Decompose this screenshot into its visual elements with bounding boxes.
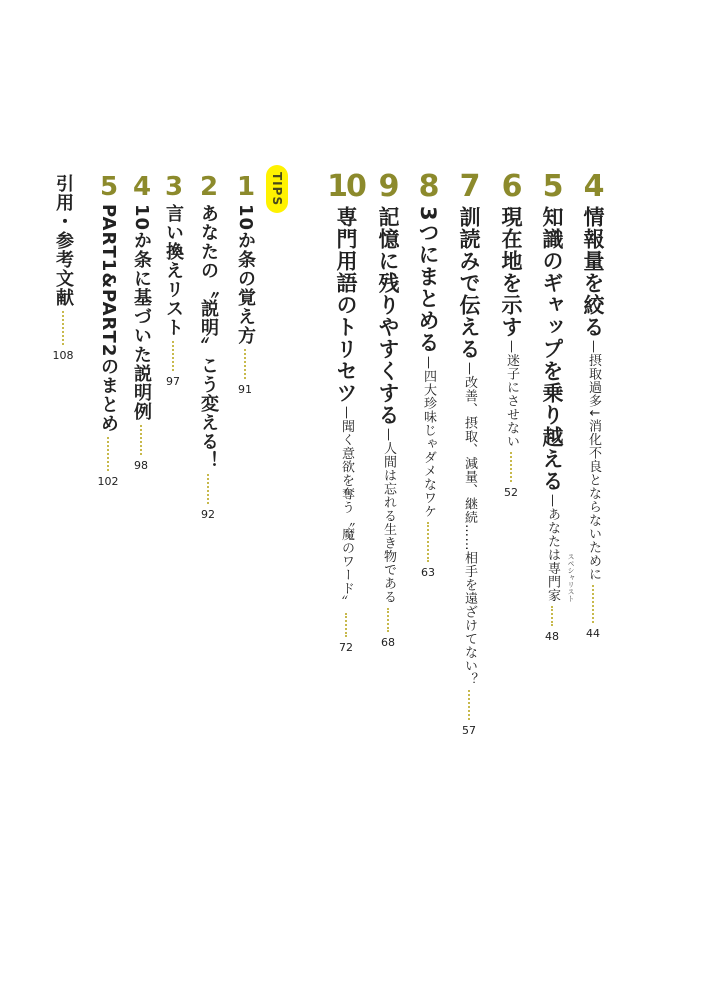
leader-dots — [345, 613, 347, 637]
leader-dots — [387, 608, 389, 632]
leader-dots — [468, 690, 470, 720]
tips-title: PART1&PART2のまとめ — [98, 204, 119, 434]
chapter-title: 情報量を絞る — [581, 206, 605, 338]
leader-dots — [172, 341, 174, 371]
leader-dots — [107, 437, 109, 471]
chapter-subtitle: —摂取過多↓消化不良とならないために — [586, 340, 601, 581]
tips-badge — [266, 165, 288, 213]
tips-number: 3 — [164, 172, 182, 202]
subtitle-wrapper — [542, 492, 575, 602]
chapter-title: 知識のギャップを乗り越える — [540, 206, 564, 492]
chapter-number: 5 — [542, 169, 562, 204]
chapter-subtitle: —あなたは専門家 — [545, 494, 560, 602]
page-number: 44 — [586, 626, 600, 640]
chapter-number: 8 — [418, 169, 438, 204]
tips-item-1[interactable] — [230, 172, 260, 396]
chapter-number: 4 — [583, 169, 603, 204]
tips-item-5[interactable] — [93, 172, 123, 488]
chapter-subtitle: —改善、摂取、減量、継続……相手を遠ざけてない？ — [462, 362, 477, 686]
page-number: 102 — [97, 475, 119, 489]
toc-entry-6[interactable] — [494, 170, 528, 499]
chapter-subtitle: —人間は忘れる生き物である — [381, 428, 396, 604]
page-number: 98 — [134, 459, 148, 473]
page-number: 57 — [462, 724, 476, 737]
page-number: 68 — [381, 635, 395, 649]
tips-title: 10か条に基づいた説明例 — [131, 204, 152, 422]
page-number: 72 — [339, 640, 353, 654]
tips-title: 10か条の覚え方 — [235, 204, 256, 346]
tips-title: 言い換えリスト — [163, 204, 184, 337]
tips-item-4[interactable] — [126, 172, 156, 472]
leader-dots — [62, 311, 64, 345]
leader-dots — [592, 585, 594, 623]
tips-number: 5 — [99, 172, 117, 202]
leader-dots — [244, 349, 246, 379]
page-number: 91 — [238, 383, 252, 397]
tips-item-2[interactable] — [193, 172, 223, 521]
toc-entry-9[interactable] — [371, 170, 405, 649]
page-number: 48 — [545, 630, 559, 643]
chapter-title: 3つにまとめる — [416, 206, 440, 354]
tips-number: 1 — [236, 172, 254, 202]
chapter-title: 現在地を示す — [499, 206, 523, 338]
chapter-subtitle: —聞く意欲を奪う〝魔のワード〟 — [339, 406, 354, 609]
chapter-number: 10 — [327, 169, 365, 204]
tips-number: 4 — [132, 172, 150, 202]
chapter-number: 7 — [459, 169, 479, 204]
page-number: 97 — [166, 375, 180, 388]
toc-entry-8[interactable] — [411, 170, 445, 579]
page-number: 52 — [504, 486, 518, 499]
tips-title: あなたの〝説明〟こう変える！ — [198, 204, 219, 470]
toc-entry-5[interactable] — [535, 169, 575, 643]
chapter-number: 9 — [378, 169, 398, 204]
page-number: 92 — [201, 508, 215, 521]
leader-dots — [427, 522, 429, 562]
references-title: 引用・参考文献 — [53, 174, 74, 307]
tips-item-3[interactable] — [158, 172, 188, 388]
leader-dots — [510, 452, 512, 482]
toc-entry-7[interactable] — [452, 170, 486, 737]
chapter-number: 6 — [501, 169, 521, 204]
leader-dots — [551, 606, 553, 626]
tips-number: 2 — [199, 172, 217, 202]
toc-entry-4[interactable] — [576, 170, 610, 640]
ruby-annotation: スペシャリスト — [567, 553, 575, 602]
chapter-subtitle: —迷子にさせない — [504, 340, 519, 448]
chapter-title: 訓読みで伝える — [457, 206, 481, 360]
chapter-subtitle: —四大珍味じゃダメなワケ — [421, 355, 436, 518]
chapter-title: 専門用語のトリセツ — [334, 206, 358, 404]
tips-label: TIPS — [270, 171, 284, 207]
page-number: 108 — [52, 349, 74, 362]
leader-dots — [140, 425, 142, 455]
toc-entry-10[interactable] — [329, 170, 363, 654]
chapter-title: 記憶に残りやすくする — [376, 206, 400, 426]
references-entry[interactable] — [48, 172, 78, 362]
page-number: 63 — [421, 565, 435, 579]
leader-dots — [207, 474, 209, 504]
